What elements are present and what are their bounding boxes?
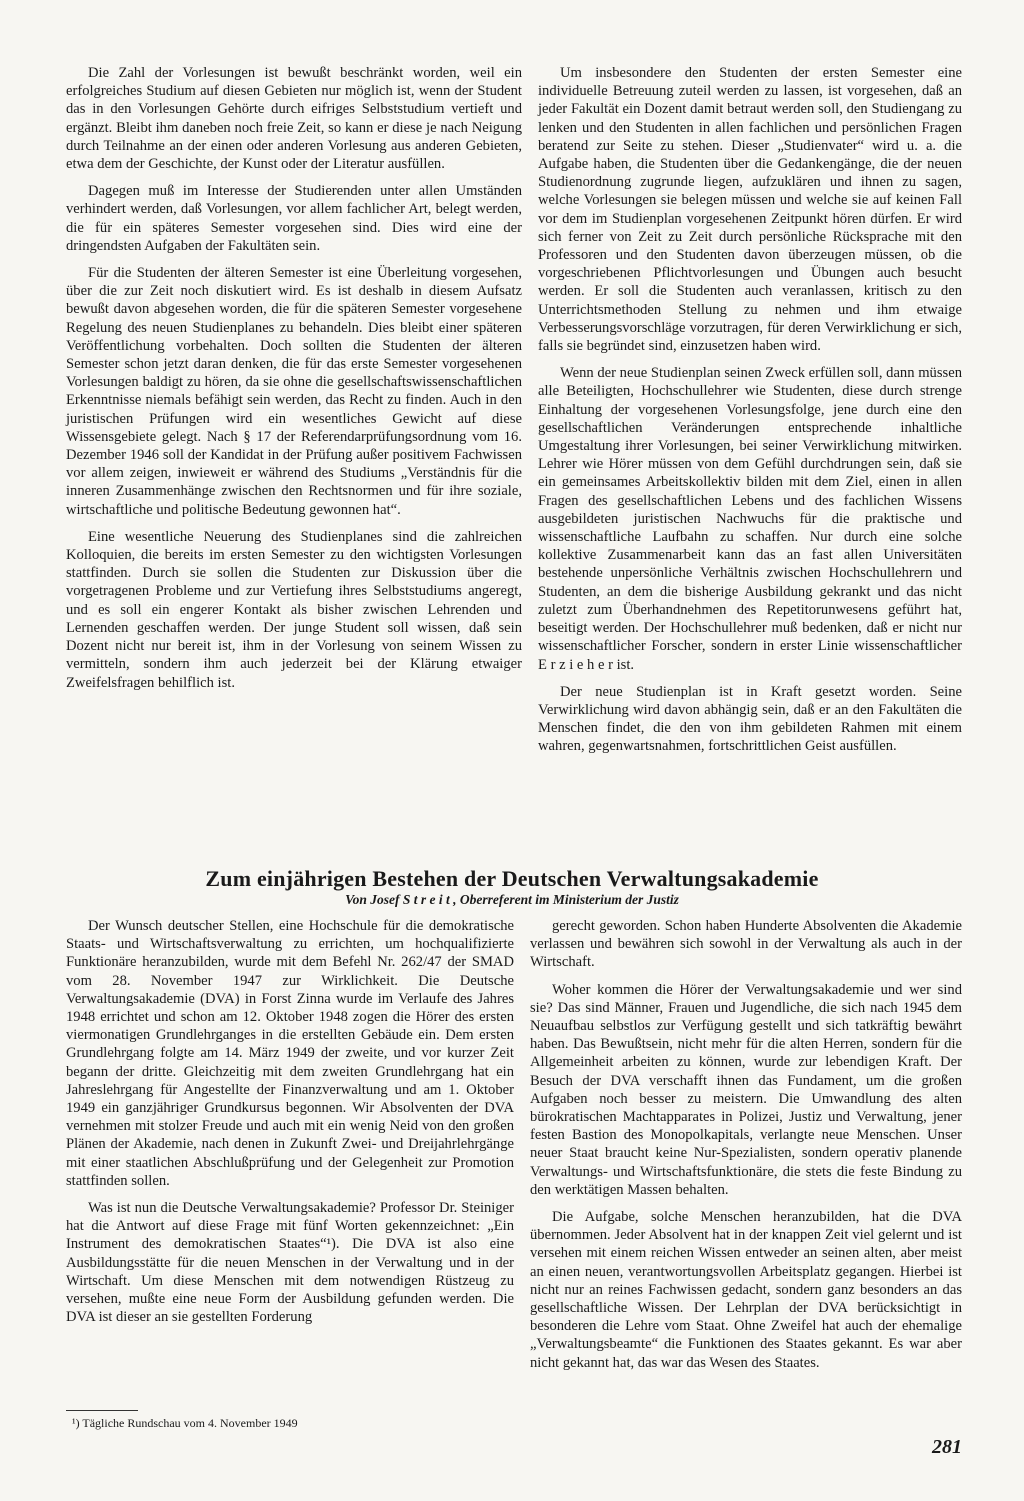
article-byline: Von Josef S t r e i t , Oberreferent im Ministerium der Justiz [345,892,679,907]
top-left-column [66,64,522,701]
paragraph: Dagegen muß im Interesse der Studierenden unter allen Umständen verhindert werden, daß Vorlesungen, vor allem fachlicher Art, belegt werden, die für ein späteres Semester vorgesehen sind. Dies wird eine der dringendsten Aufgaben der Fakultäten sein. [66,183,522,254]
article-title: Zum einjährigen Bestehen der Deutschen Verwaltungsakademie [205,866,819,891]
paragraph: Der Wunsch deutscher Stellen, eine Hochschule für die demokratische Staats- und Wirtschaftsverwaltung zu errichten, um hochqualifizierte Funktionäre heranzubilden, wurde mit dem Befehl Nr. 262/47 der SMAD vom 28. November 1947 zur Wirklichkeit. Die Deutsche Verwaltungsakademie (DVA) in Forst Zinna wurde im Verlaufe des Jahres 1948 errichtet und schon am 12. Oktober 1948 zogen die Hörer des ersten viermonatigen Grundlehrganges in die erstellten Gebäude ein. Dem ersten Grundlehrgang folgte am 14. März 1949 der zweite, und vor kurzer Zeit begann der dritte. Gleichzeitig mit dem zweiten Grundlehrgang hat ein Jahreslehrgang für Angestellte der Finanzverwaltung und am 1. Oktober 1949 ein ganzjähriger Grundkursus begonnen. Wir Absolventen der DVA vernehmen mit stolzer Freude und auch mit ein wenig Neid von den großen Plänen der Akademie, nach denen in Zukunft Zwei- und Dreijahrlehrgänge mit einer staatlichen Abschlußprüfung und der Gelegenheit zur Promotion stattfinden sollen. [66,918,514,1189]
bottom-left-column [66,917,514,1335]
footnote: ¹) Tägliche Rundschau vom 4. November 1949 [72,1416,298,1430]
footnote-rule [66,1410,138,1411]
paragraph: Was ist nun die Deutsche Verwaltungsakademie? Professor Dr. Steiniger hat die Antwort auf diese Frage mit fünf Worten gekennzeichnet: „Ein Instrument des demokratischen Staates“¹). Die DVA ist also eine Ausbildungsstätte für die neuen Menschen in der Verwaltung und in der Wirtschaft. Um diese Menschen mit dem notwendigen Rüstzeug zu versehen, mußte eine neue Form der Ausbildung gefunden werden. Die DVA ist dieser an sie gestellten Forderung [66,1200,514,1326]
top-right-column [538,64,962,765]
paragraph: Wenn der neue Studienplan seinen Zweck erfüllen soll, dann müssen alle Beteiligten, Hochschullehrer wie Studenten, diese durch strenge Einhaltung der vorgesehenen Vorlesungsfolge, jene durch eine den gesellschaftlichen Veränderungen entsprechende inhaltliche Umgestaltung ihrer Vorlesungen, bei seiner Verwirklichung mitwirken. Lehrer wie Hörer müssen von dem Gefühl durchdrungen sein, daß sie ein gemeinsames Arbeitskollektiv bilden mit dem Ziel, einen in allen Fragen des gesellschaftlichen Lebens und des fachlichen Wissens ausgebildeten juristischen Nachwuchs für die praktische und wissenschaftliche Laufbahn zu schaffen. Nur durch eine solche kollektive Zusammenarbeit kann das an fast allen Universitäten bestehende unpersönliche Verhältnis zwischen Hochschullehrern und Studenten, an dem die bisherige Ausbildung gekrankt und das nicht zuletzt zum Überhandnehmen des Repetitorunwesens geführt hat, beseitigt werden. Der Hochschullehrer muß bedenken, daß er nicht nur wissenschaftlicher Forscher, sondern in erster Linie wissenschaftlicher E r z i e h e r ist. [538,365,962,673]
bottom-right-column [530,917,962,1381]
paragraph: Eine wesentliche Neuerung des Studienplanes sind die zahlreichen Kolloquien, die bereits im ersten Semester zu den wichtigsten Vorlesungen stattfinden. Durch sie sollen die Studenten zur Diskussion über die vorgetragenen Probleme und zur Vertiefung ihres Selbststudiums angeregt, und es soll ein engerer Kontakt als bisher zwischen Lehrenden und Lernenden geschaffen werden. Der junge Student soll wissen, daß sein Dozent nicht nur bereit ist, ihm in der Vorlesung von seinem Wissen zu vermitteln, sondern ihm auch jederzeit bei der Klärung etwaiger Zweifelsfragen behilflich ist. [66,528,522,691]
paragraph: Die Zahl der Vorlesungen ist bewußt beschränkt worden, weil ein erfolgreiches Studium auf diesen Gebieten nur möglich ist, wenn der Student das in den Vorlesungen Gehörte durch eifriges Selbststudium vertieft und ergänzt. Bleibt ihm daneben noch freie Zeit, so kann er diese je nach Neigung durch Teilnahme an der einen oder anderen Vorlesung aus anderen Gebieten, etwa dem der Geschichte, der Kunst oder der Literatur ausfüllen. [66,65,522,173]
paragraph: Der neue Studienplan ist in Kraft gesetzt worden. Seine Verwirklichung wird davon abhängig sein, daß er an den Fakultäten die Menschen findet, die den von ihm gebildeten Rahmen mit einem wahren, gegenwartsnahmen, fortschrittlichen Geist ausfüllen. [538,683,962,755]
paragraph: Um insbesondere den Studenten der ersten Semester eine individuelle Betreuung zuteil werden zu lassen, ist vorgesehen, daß an jeder Fakultät ein Dozent damit betraut werden soll, den Studiengang zu lenken und den Studenten in allen fachlichen und persönlichen Fragen beratend zur Seite zu stehen. Dieser „Studienvater“ wird u. a. die Aufgabe haben, die Studenten über die Gedankengänge, die der neuen Studienordnung zugrunde liegen, aufzuklären und ihnen zu sagen, welche Vorlesungen sie belegen müssen und welche sie auf keinen Fall vor dem im Studienplan vorgesehenen Zeitpunkt hören dürfen. Er wird sich ferner von Zeit zu Zeit durch persönliche Rücksprache mit den Professoren und den Studenten davon überzeugen müssen, ob die vorgeschriebenen Pflichtvorlesungen und Übungen auch besucht werden. Er soll die Studenten auch veranlassen, kritisch zu den Unterrichtsmethoden Stellung zu nehmen und ihm etwaige Verbesserungsvorschläge vorzutragen, für deren Verwirklichung er sich, falls sie begründet sind, einzusetzen haben wird. [538,65,962,355]
paragraph: gerecht geworden. Schon haben Hunderte Absolventen die Akademie verlassen und bewähren sich sowohl in der Verwaltung als auch in der Wirtschaft. [530,918,962,971]
paragraph: Für die Studenten der älteren Semester ist eine Überleitung vorgesehen, über die zur Zeit noch diskutiert wird. Es ist deshalb in diesem Aufsatz bewußt davon abgesehen worden, die für die späteren Semester vorgesehene Regelung des neuen Studienplanes zu behandeln. Dies bleibt einer späteren Veröffentlichung vorbehalten. Doch sollten die Studenten der älteren Semester schon jetzt daran denken, die für das erste Semester vorgesehenen Vorlesungen baldigt zu hören, da sie ohne die gesellschaftswissenschaftlichen Erkenntnisse niemals befähigt sein werden, das Recht zu finden. Auch in den juristischen Prüfungen wird ein wesentliches Gewicht auf diese Wissensgebiete gelegt. Nach § 17 der Referendarprüfungsordnung vom 16. Dezember 1946 soll der Kandidat in der Prüfung außer positivem Fachwissen vor allem zeigen, inwieweit er während des Studiums „Verständnis für die inneren Zusammenhänge zwischen den Rechtsnormen und für ihre soziale, wirtschaftliche und politische Bedeutung gewonnen hat“. [66,265,522,518]
page-number: 281 [932,1436,962,1458]
paragraph: Die Aufgabe, solche Menschen heranzubilden, hat die DVA übernommen. Jeder Absolvent hat in der knappen Zeit viel gelernt und ist versehen mit einem reichen Wissen entweder an seinen alten, aber meist an einen neuen, verantwortungsvollen Arbeitsplatz gegangen. Hierbei ist nicht nur an reines Fachwissen gedacht, sondern ganz besonders an das gesellschaftliche Wissen. Der Lehrplan der DVA berücksichtigt in besonderen die Lehre vom Staat. Ohne Zweifel hat auch der ehemalige „Verwaltungsbeamte“ die Funktionen des Staates gekannt. Es war aber nicht gekannt hat, das war das Wesen des Staates. [530,1209,962,1371]
paragraph: Woher kommen die Hörer der Verwaltungsakademie und wer sind sie? Das sind Männer, Frauen und Jugendliche, die sich nach 1945 dem Neuaufbau selbstlos zur Verfügung gestellt und sich tatkräftig bewährt haben. Das Bewußtsein, nicht mehr für die alten Herren, sondern für die Allgemeinheit arbeiten zu können, wurde zur lebendigen Kraft. Der Besuch der DVA verschafft ihnen das Fundament, um die großen Aufgaben noch besser zu meistern. Die Umwandlung des alten bürokratischen Machtapparates in Polizei, Justiz und Verwaltung, jener festen Bastion des Monopolkapitals, verlangte neue Menschen. Unser neuer Staat braucht keine Nur-Spezialisten, sondern operativ planende Verwaltungs- und Wirtschaftsfunktionäre, die stets die feste Bindung zu den werktätigen Massen behalten. [530,981,962,1198]
